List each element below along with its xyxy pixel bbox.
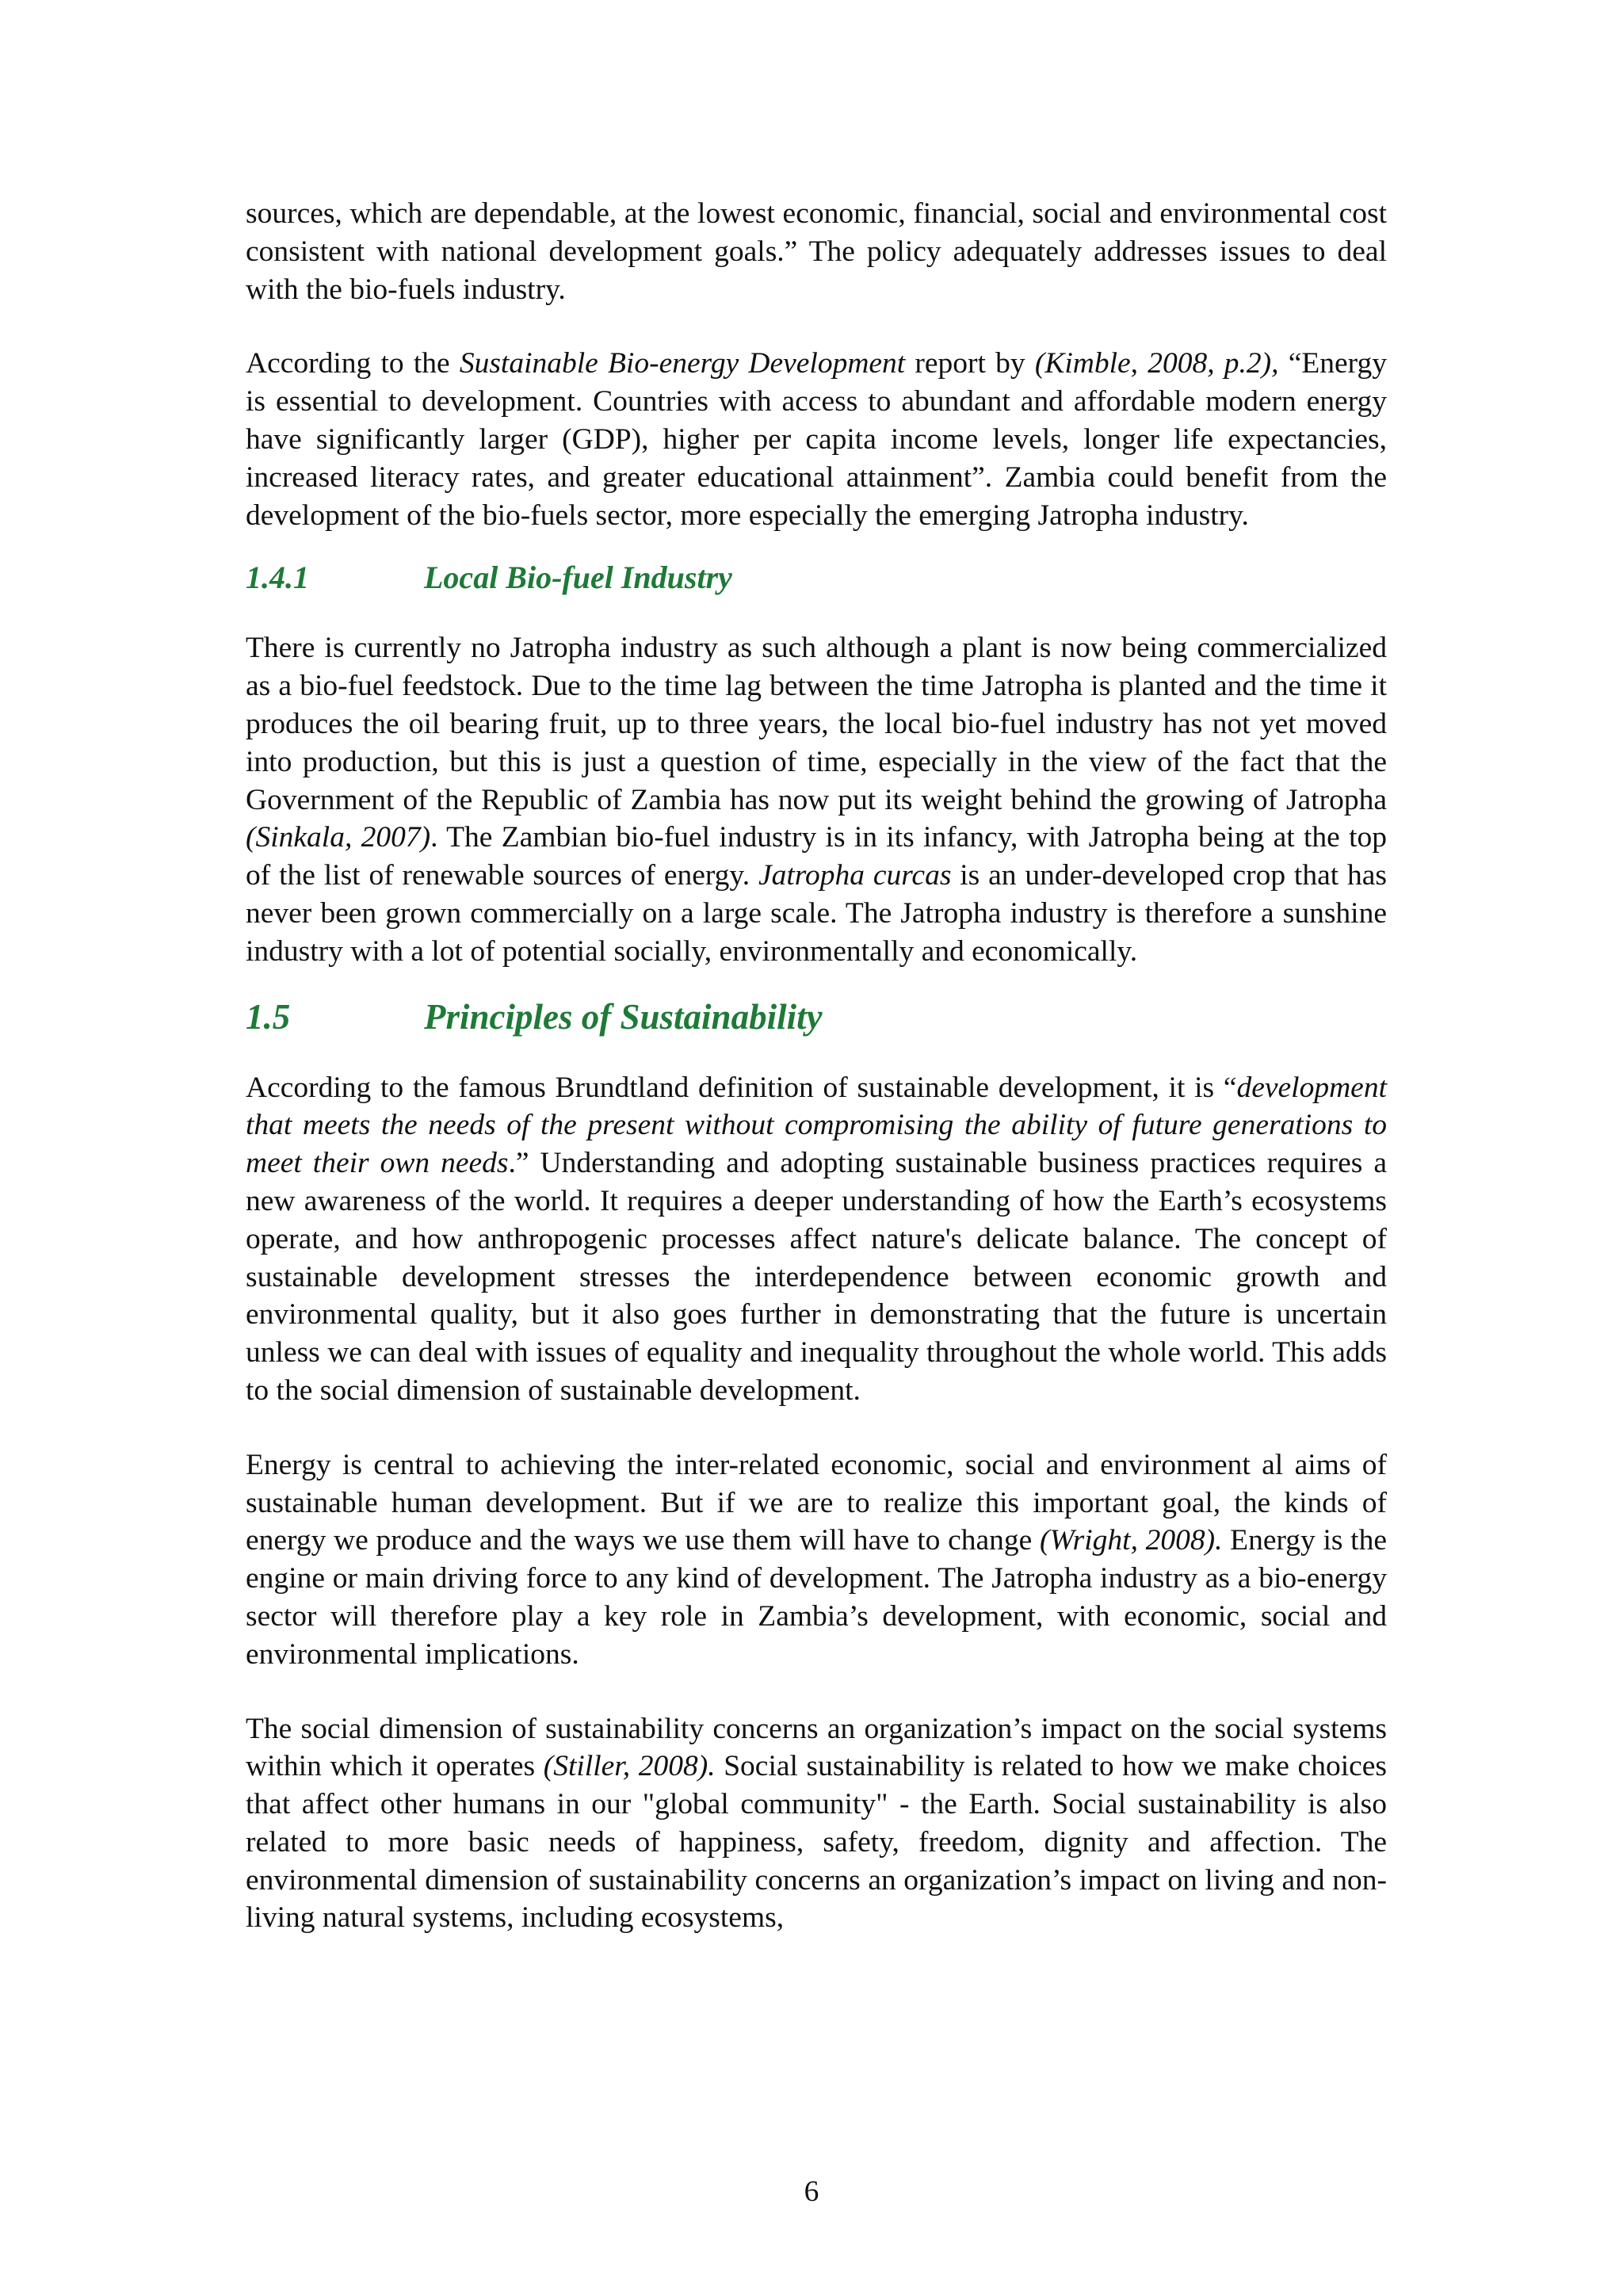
- heading-title: Principles of Sustainability: [424, 996, 823, 1037]
- paragraph-text: . The Zambian bio-fuel industry is in its infancy, with Jatropha being at the top of the list of renewable sources of energy.: [246, 821, 1388, 892]
- heading-title: Local Bio-fuel Industry: [424, 560, 732, 596]
- paragraph-kimble: [246, 345, 1387, 534]
- paragraph-text: According to the: [246, 347, 460, 380]
- heading-principles-of-sustainability: [246, 995, 1387, 1039]
- paragraph-text: Energy is the engine or main driving force to any kind of development. The Jatropha industry as a bio-energy sector will therefore play a key role in Zambia’s development, with economic, social and environmental implications.: [246, 1524, 1387, 1671]
- paragraph-text: The social dimension of sustainability concerns an organization’s impact on the social systems within which it operates: [246, 1712, 1387, 1783]
- citation: (Stiller, 2008).: [543, 1750, 716, 1783]
- citation: (Kimble, 2008, p.2),: [1034, 347, 1279, 380]
- paragraph-brundtland: [246, 1069, 1387, 1410]
- document-page: [246, 195, 1387, 1937]
- paragraph-text: is an under-developed crop that has never been grown commercially on a large scale. The Jatropha industry is therefore a sunshine industry with a lot of potential socially, environmentally and economically.: [246, 859, 1387, 968]
- citation: (Sinkala, 2007): [246, 821, 431, 854]
- paragraph-text: “Energy is essential to development. Countries with access to abundant and affordable modern energy have significantly larger (GDP), higher per capita income levels, longer life expectancies, increased literacy rates, and greater educational attainment”. Zambia could benefit from the development of the bio-fuels sector, more especially the emerging Jatropha industry.: [246, 347, 1387, 532]
- paragraph-text: sources, which are dependable, at the lowest economic, financial, social and environmental cost consistent with national development goals.” The policy adequately addresses issues to deal with the bio-fuels industry.: [246, 197, 1387, 306]
- heading-number: 1.4.1: [246, 560, 309, 596]
- paragraph-text: report by: [905, 347, 1035, 380]
- quote: development that meets the needs of the present without compromising the ability of future generations to meet their own needs: [246, 1071, 1387, 1180]
- paragraph-text: .” Understanding and adopting sustainable business practices requires a new awareness of the world. It requires a deeper understanding of how the Earth’s ecosystems operate, and how anthropogenic processes affect nature's delicate balance. The concept of sustainable development stresses the interdependence between economic growth and environmental quality, but it also goes further in demonstrating that the future is uncertain unless we can deal with issues of equality and inequality throughout the whole world. This adds to the social dimension of sustainable development.: [246, 1147, 1387, 1407]
- paragraph-social-dimension: [246, 1710, 1387, 1938]
- page-number: 6: [804, 2176, 819, 2208]
- paragraph-text: Social sustainability is related to how we make choices that affect other humans in our "global community" - the Earth. Social sustainability is also related to more basic needs of happiness, safety, freedom, dignity and affection. The environmental dimension of sustainability concerns an organization’s impact on living and non-living natural systems, including ecosystems,: [246, 1750, 1387, 1935]
- paragraph-text: Energy is central to achieving the inter-related economic, social and environment al aims of sustainable human development. But if we are to realize this important goal, the kinds of energy we produce and the ways we use them will have to change: [246, 1448, 1387, 1557]
- citation: (Wright, 2008).: [1039, 1524, 1223, 1557]
- paragraph-policy: [246, 195, 1387, 308]
- species-name: Jatropha curcas: [758, 859, 952, 892]
- report-title: Sustainable Bio-energy Development: [459, 347, 906, 380]
- heading-number: 1.5: [246, 996, 291, 1037]
- paragraph-text: There is currently no Jatropha industry as such although a plant is now being commercialized as a bio-fuel feedstock. Due to the time lag between the time Jatropha is planted and the time it produces the oil bearing fruit, up to three years, the local bio-fuel industry has not yet moved into production, but this is just a question of time, especially in the view of the fact that the Government of the Republic of Zambia has now put its weight behind the growing of Jatropha: [246, 632, 1387, 816]
- paragraph-local-industry: [246, 629, 1387, 970]
- heading-local-biofuel-industry: [246, 558, 1387, 598]
- paragraph-energy: [246, 1446, 1387, 1674]
- paragraph-text: According to the famous Brundtland definition of sustainable development, it is “: [246, 1071, 1237, 1104]
